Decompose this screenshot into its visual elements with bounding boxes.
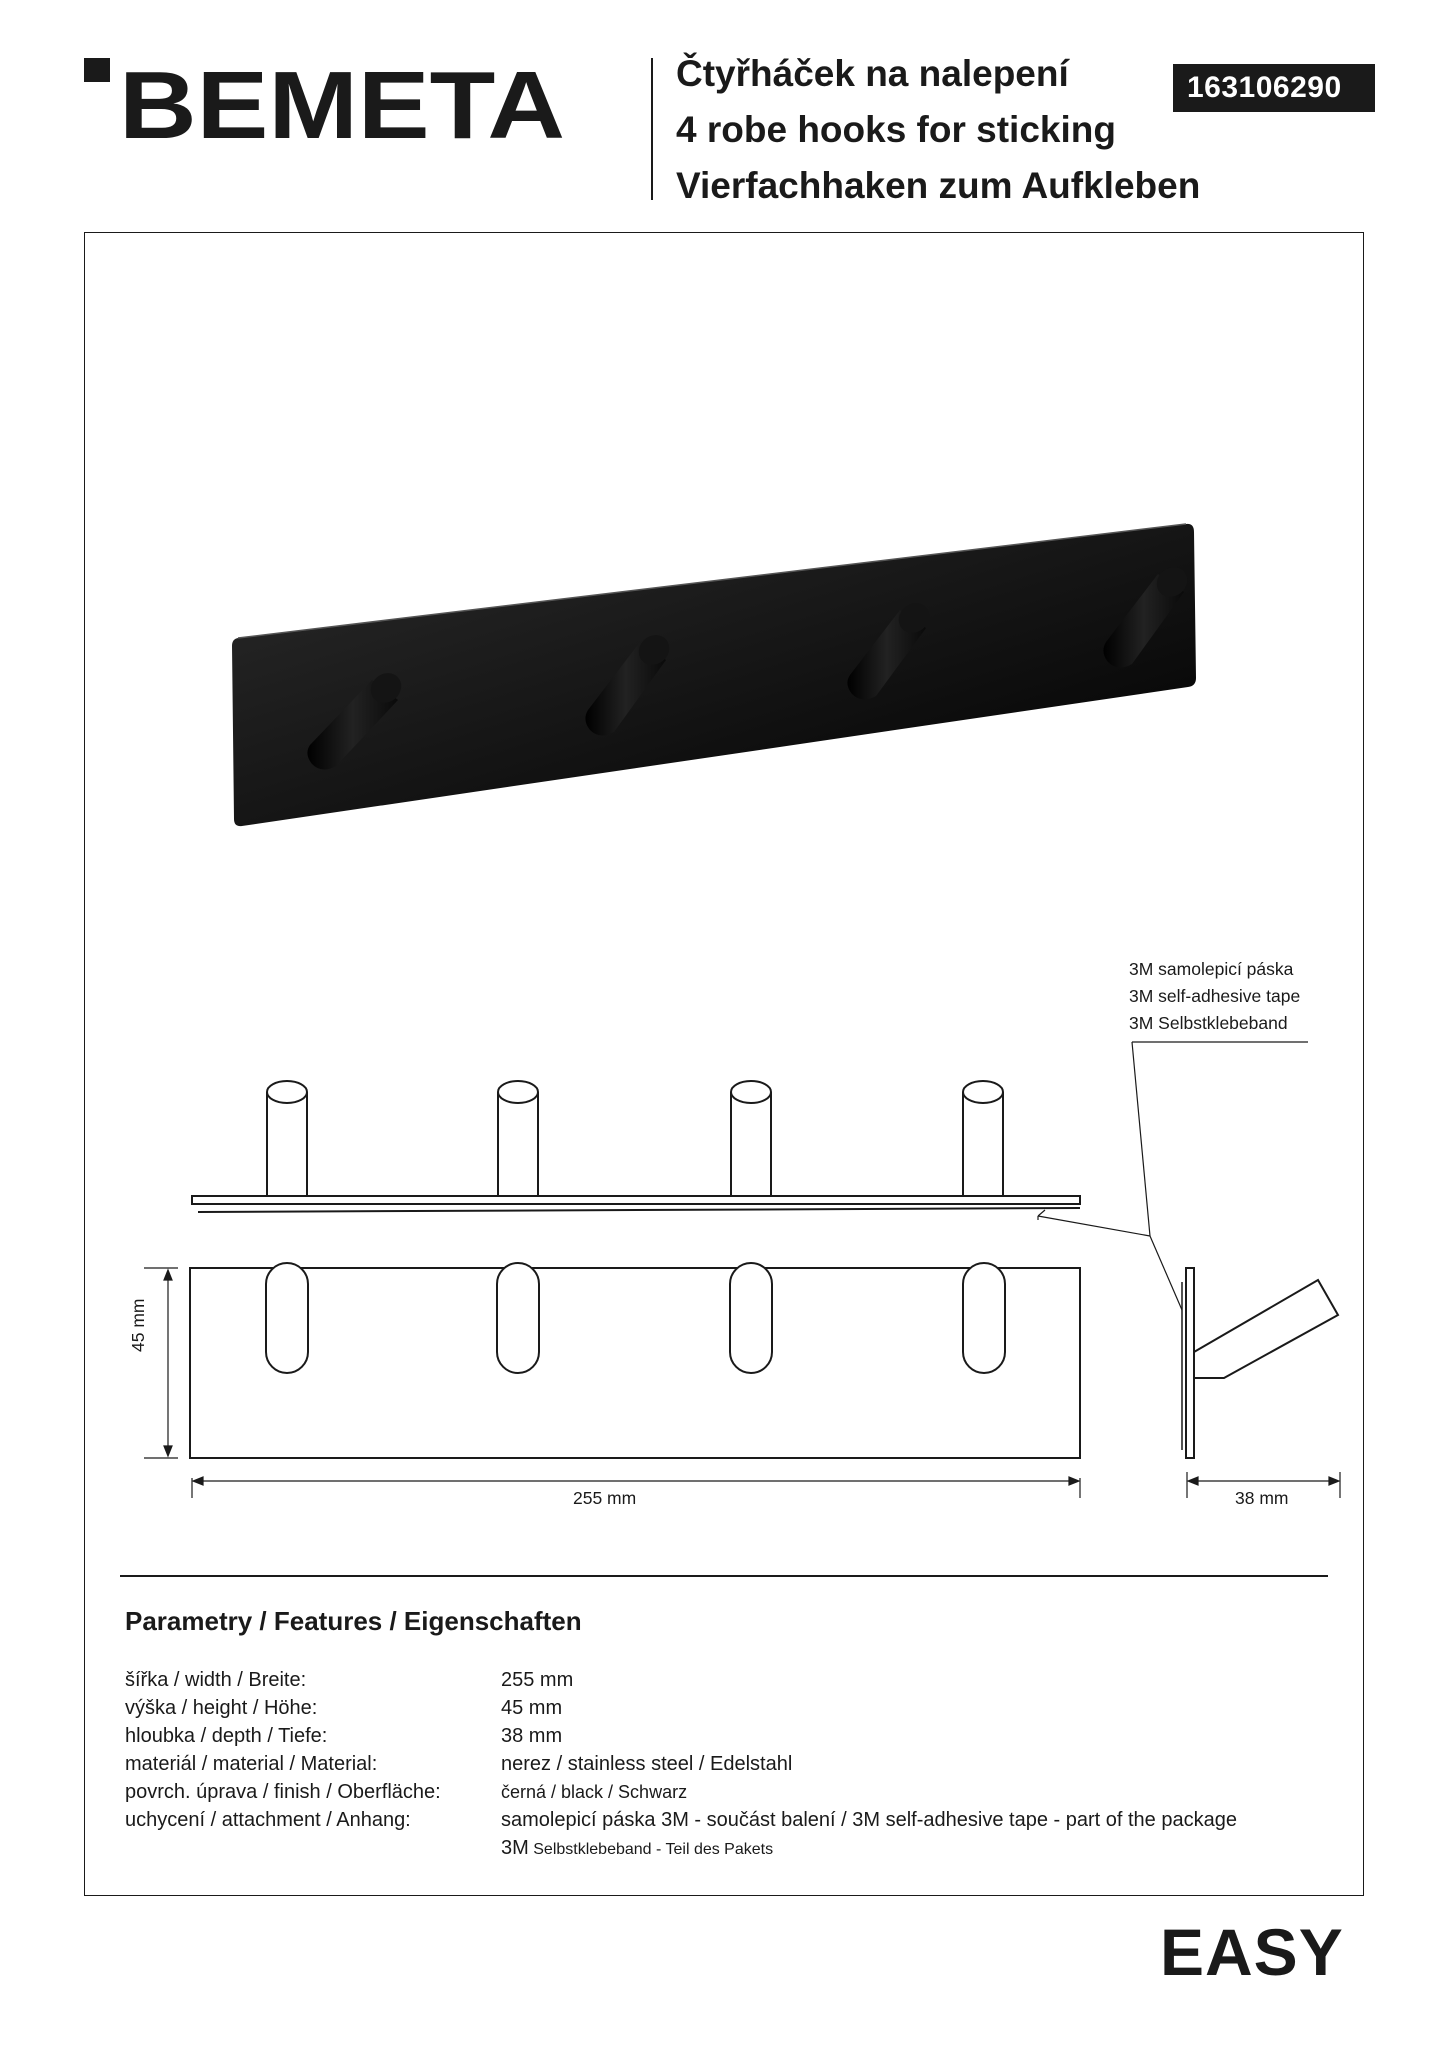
brand-logo bbox=[84, 58, 570, 146]
product-photo bbox=[230, 510, 1220, 850]
feature-value: černá / black / Schwarz bbox=[501, 1782, 688, 1802]
title-de: Vierfachhaken zum Aufkleben bbox=[676, 165, 1201, 206]
feature-value: nerez / stainless steel / Edelstahl bbox=[501, 1753, 793, 1775]
depth-dimension-label: 38 mm bbox=[1235, 1488, 1289, 1508]
product-titles bbox=[676, 46, 1200, 214]
hook-top bbox=[498, 1081, 538, 1196]
continuation-prefix: 3M bbox=[501, 1837, 529, 1859]
tape-callout bbox=[1129, 956, 1300, 1037]
title-en: 4 robe hooks for sticking bbox=[676, 109, 1116, 150]
height-dimension-label: 45 mm bbox=[128, 1298, 148, 1352]
feature-label: hloubka / depth / Tiefe: bbox=[125, 1725, 328, 1747]
hook-top bbox=[267, 1081, 307, 1196]
feature-label: šířka / width / Breite: bbox=[125, 1669, 307, 1691]
feature-label: materiál / material / Material: bbox=[125, 1753, 378, 1775]
features-heading: Parametry / Features / Eigenschaften bbox=[125, 1606, 582, 1636]
feature-value: 255 mm bbox=[501, 1669, 574, 1691]
front-view bbox=[190, 1263, 1080, 1458]
feature-value: 38 mm bbox=[501, 1725, 563, 1747]
series-name: EASY bbox=[1160, 1915, 1344, 1989]
feature-value-continuation bbox=[501, 1834, 773, 1864]
hook-top bbox=[731, 1081, 771, 1196]
hook-top bbox=[963, 1081, 1003, 1196]
feature-label: uchycení / attachment / Anhang: bbox=[125, 1809, 411, 1831]
title-cs: Čtyřháček na nalepení bbox=[676, 53, 1069, 94]
tape-label-de: 3M Selbstklebeband bbox=[1129, 1013, 1288, 1033]
continuation-rest: Selbstklebeband - Teil des Pakets bbox=[528, 1841, 774, 1858]
feature-value: 45 mm bbox=[501, 1697, 563, 1719]
product-code-badge: 163106290 bbox=[1173, 64, 1375, 112]
top-view bbox=[192, 1081, 1080, 1212]
width-dimension-label: 255 mm bbox=[573, 1488, 637, 1508]
section-divider bbox=[120, 1575, 1328, 1577]
height-dimension bbox=[144, 1268, 178, 1458]
header-divider bbox=[651, 58, 653, 200]
svg-text:BEMETA: BEMETA bbox=[119, 58, 565, 146]
side-view bbox=[1182, 1268, 1338, 1458]
feature-label: výška / height / Höhe: bbox=[125, 1697, 318, 1719]
tape-label-en: 3M self-adhesive tape bbox=[1129, 986, 1301, 1006]
feature-label: povrch. úprava / finish / Oberfläche: bbox=[125, 1781, 441, 1803]
feature-value: samolepicí páska 3M - součást balení / 3M self-adhesive tape - part of the package bbox=[501, 1809, 1237, 1831]
tape-label-cs: 3M samolepicí páska bbox=[1129, 959, 1294, 979]
tape-leader-lines bbox=[1038, 1042, 1308, 1310]
